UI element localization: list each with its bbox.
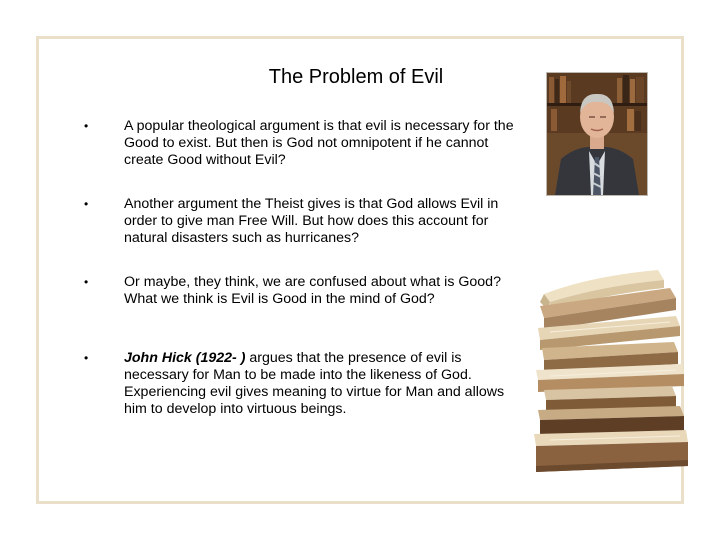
bullet-text: Or maybe, they think, we are confused about what is Good? What we think is Evil is Good in the mind of God? xyxy=(124,274,501,307)
bullet-item xyxy=(84,350,524,418)
bullet-item xyxy=(84,118,524,169)
slide-title: The Problem of Evil xyxy=(268,66,444,88)
bullet-item xyxy=(84,196,524,247)
bullet-emphasis: John Hick (1922- ) xyxy=(124,350,246,366)
bullet-text: argues that the presence of evil is necessary for Man to be made into the likeness of God. Experiencing evil gives meaning to virtue for Man and allows him to develop into virtuous beings. xyxy=(124,350,505,417)
bullet-item xyxy=(84,274,524,308)
bullet-icon: • xyxy=(84,119,89,133)
bullet-icon: • xyxy=(84,351,89,365)
bullet-icon: • xyxy=(84,275,89,289)
portrait-photo xyxy=(546,72,648,196)
bullet-icon: • xyxy=(84,197,89,211)
bullet-text: A popular theological argument is that evil is necessary for the Good to exist. But then is God not omnipotent if he cannot create Good without Evil? xyxy=(124,118,514,168)
bullet-text: Another argument the Theist gives is that God allows Evil in order to give man Free Will. But how does this account for natural disasters such as hurricanes? xyxy=(124,196,499,246)
book-stack-illustration xyxy=(530,266,690,484)
book-stack-image xyxy=(530,266,690,484)
portrait-image xyxy=(547,73,647,195)
